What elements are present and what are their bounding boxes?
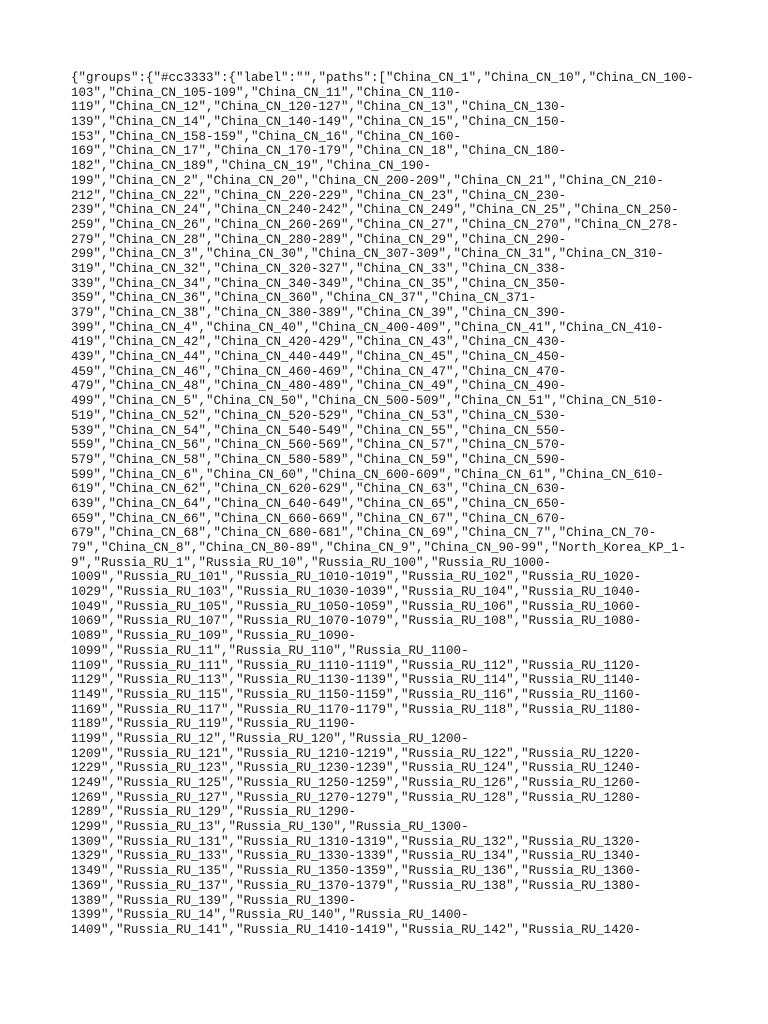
text-line: 359","China_CN_36","China_CN_360","China_CN_37","China_CN_371- xyxy=(71,291,537,306)
text-line: 1369","Russia_RU_137","Russia_RU_1370-1379","Russia_RU_138","Russia_RU_1380- xyxy=(71,878,642,893)
text-line: 1399","Russia_RU_14","Russia_RU_140","Russia_RU_1400- xyxy=(71,908,469,923)
text-line: 1069","Russia_RU_107","Russia_RU_1070-1079","Russia_RU_108","Russia_RU_1080- xyxy=(71,614,642,629)
text-line: 199","China_CN_2","China_CN_20","China_CN_200-209","China_CN_21","China_CN_210- xyxy=(71,173,664,188)
text-line: 119","China_CN_12","China_CN_120-127","China_CN_13","China_CN_130- xyxy=(71,100,567,115)
text-line: 1209","Russia_RU_121","Russia_RU_1210-1219","Russia_RU_122","Russia_RU_1220- xyxy=(71,746,642,761)
text-line: 79","China_CN_8","China_CN_80-89","China_CN_9","China_CN_90-99","North_Korea_KP_1- xyxy=(71,541,687,555)
text-line: 299","China_CN_3","China_CN_30","China_CN_307-309","China_CN_31","China_CN_310- xyxy=(71,247,664,262)
text-line: 1289","Russia_RU_129","Russia_RU_1290- xyxy=(71,805,357,820)
text-line: 1049","Russia_RU_105","Russia_RU_1050-1059","Russia_RU_106","Russia_RU_1060- xyxy=(71,599,642,614)
text-line: 1149","Russia_RU_115","Russia_RU_1150-1159","Russia_RU_116","Russia_RU_1160- xyxy=(71,687,642,702)
text-line: 679","China_CN_68","China_CN_680-681","China_CN_69","China_CN_7","China_CN_70- xyxy=(71,526,657,541)
text-line: 539","China_CN_54","China_CN_540-549","China_CN_55","China_CN_550- xyxy=(71,423,567,438)
text-line: 169","China_CN_17","China_CN_170-179","China_CN_18","China_CN_180- xyxy=(71,144,567,159)
text-line: 1129","Russia_RU_113","Russia_RU_1130-1139","Russia_RU_114","Russia_RU_1140- xyxy=(71,673,642,688)
text-line: 1109","Russia_RU_111","Russia_RU_1110-1119","Russia_RU_112","Russia_RU_1120- xyxy=(71,658,642,673)
text-line: 279","China_CN_28","China_CN_280-289","China_CN_29","China_CN_290- xyxy=(71,232,567,247)
text-line: 459","China_CN_46","China_CN_460-469","China_CN_47","China_CN_470- xyxy=(71,364,567,379)
text-line: 139","China_CN_14","China_CN_140-149","China_CN_15","China_CN_150- xyxy=(71,115,567,130)
text-line: 1199","Russia_RU_12","Russia_RU_120","Russia_RU_1200- xyxy=(71,731,469,746)
text-line: 1099","Russia_RU_11","Russia_RU_110","Russia_RU_1100- xyxy=(71,643,469,658)
text-line: 1389","Russia_RU_139","Russia_RU_1390- xyxy=(71,893,357,908)
text-line: 439","China_CN_44","China_CN_440-449","China_CN_45","China_CN_450- xyxy=(71,350,567,365)
text-line: 559","China_CN_56","China_CN_560-569","China_CN_57","China_CN_570- xyxy=(71,438,567,453)
text-line: 1189","Russia_RU_119","Russia_RU_1190- xyxy=(71,717,357,732)
text-line: 1169","Russia_RU_117","Russia_RU_1170-1179","Russia_RU_118","Russia_RU_1180- xyxy=(71,702,642,717)
text-line: 399","China_CN_4","China_CN_40","China_CN_400-409","China_CN_41","China_CN_410- xyxy=(71,320,664,335)
text-line: 153","China_CN_158-159","China_CN_16","China_CN_160- xyxy=(71,129,462,144)
text-line: 419","China_CN_42","China_CN_420-429","China_CN_43","China_CN_430- xyxy=(71,335,567,350)
text-line: 212","China_CN_22","China_CN_220-229","China_CN_23","China_CN_230- xyxy=(71,188,567,203)
text-line: 1309","Russia_RU_131","Russia_RU_1310-1319","Russia_RU_132","Russia_RU_1320- xyxy=(71,834,642,849)
text-line: 1409","Russia_RU_141","Russia_RU_1410-1419","Russia_RU_142","Russia_RU_1420- xyxy=(71,922,642,937)
text-line: 9","Russia_RU_1","Russia_RU_10","Russia_RU_100","Russia_RU_1000- xyxy=(71,555,552,570)
text-line: 1269","Russia_RU_127","Russia_RU_1270-1279","Russia_RU_128","Russia_RU_1280- xyxy=(71,790,642,805)
json-text-content xyxy=(71,71,731,938)
text-line: 599","China_CN_6","China_CN_60","China_CN_600-609","China_CN_61","China_CN_610- xyxy=(71,467,664,482)
text-line: 239","China_CN_24","China_CN_240-242","China_CN_249","China_CN_25","China_CN_250- xyxy=(71,203,679,218)
text-line: {"groups":{"#cc3333":{"label":"","paths":["China_CN_1","China_CN_10","China_CN_100- xyxy=(71,71,694,85)
text-line: 259","China_CN_26","China_CN_260-269","China_CN_27","China_CN_270","China_CN_278- xyxy=(71,217,679,232)
text-line: 659","China_CN_66","China_CN_660-669","China_CN_67","China_CN_670- xyxy=(71,511,567,526)
text-line: 1349","Russia_RU_135","Russia_RU_1350-1359","Russia_RU_136","Russia_RU_1360- xyxy=(71,864,642,879)
text-line: 639","China_CN_64","China_CN_640-649","China_CN_65","China_CN_650- xyxy=(71,496,567,511)
text-line: 1329","Russia_RU_133","Russia_RU_1330-1339","Russia_RU_134","Russia_RU_1340- xyxy=(71,849,642,864)
text-line: 479","China_CN_48","China_CN_480-489","China_CN_49","China_CN_490- xyxy=(71,379,567,394)
text-line: 1229","Russia_RU_123","Russia_RU_1230-1239","Russia_RU_124","Russia_RU_1240- xyxy=(71,761,642,776)
text-line: 619","China_CN_62","China_CN_620-629","China_CN_63","China_CN_630- xyxy=(71,482,567,497)
text-line: 519","China_CN_52","China_CN_520-529","China_CN_53","China_CN_530- xyxy=(71,408,567,423)
text-line: 1009","Russia_RU_101","Russia_RU_1010-1019","Russia_RU_102","Russia_RU_1020- xyxy=(71,570,642,585)
text-line: 499","China_CN_5","China_CN_50","China_CN_500-509","China_CN_51","China_CN_510- xyxy=(71,394,664,409)
text-line: 319","China_CN_32","China_CN_320-327","China_CN_33","China_CN_338- xyxy=(71,261,567,276)
text-line: 379","China_CN_38","China_CN_380-389","China_CN_39","China_CN_390- xyxy=(71,306,567,320)
text-line: 1299","Russia_RU_13","Russia_RU_130","Russia_RU_1300- xyxy=(71,820,469,835)
text-line: 339","China_CN_34","China_CN_340-349","China_CN_35","China_CN_350- xyxy=(71,276,567,291)
text-line: 182","China_CN_189","China_CN_19","China_CN_190- xyxy=(71,159,432,174)
text-line: 103","China_CN_105-109","China_CN_11","China_CN_110- xyxy=(71,85,462,100)
text-line: 1089","Russia_RU_109","Russia_RU_1090- xyxy=(71,629,357,644)
text-line: 579","China_CN_58","China_CN_580-589","China_CN_59","China_CN_590- xyxy=(71,452,567,467)
text-line: 1249","Russia_RU_125","Russia_RU_1250-1259","Russia_RU_126","Russia_RU_1260- xyxy=(71,776,642,790)
text-line: 1029","Russia_RU_103","Russia_RU_1030-1039","Russia_RU_104","Russia_RU_1040- xyxy=(71,585,642,600)
